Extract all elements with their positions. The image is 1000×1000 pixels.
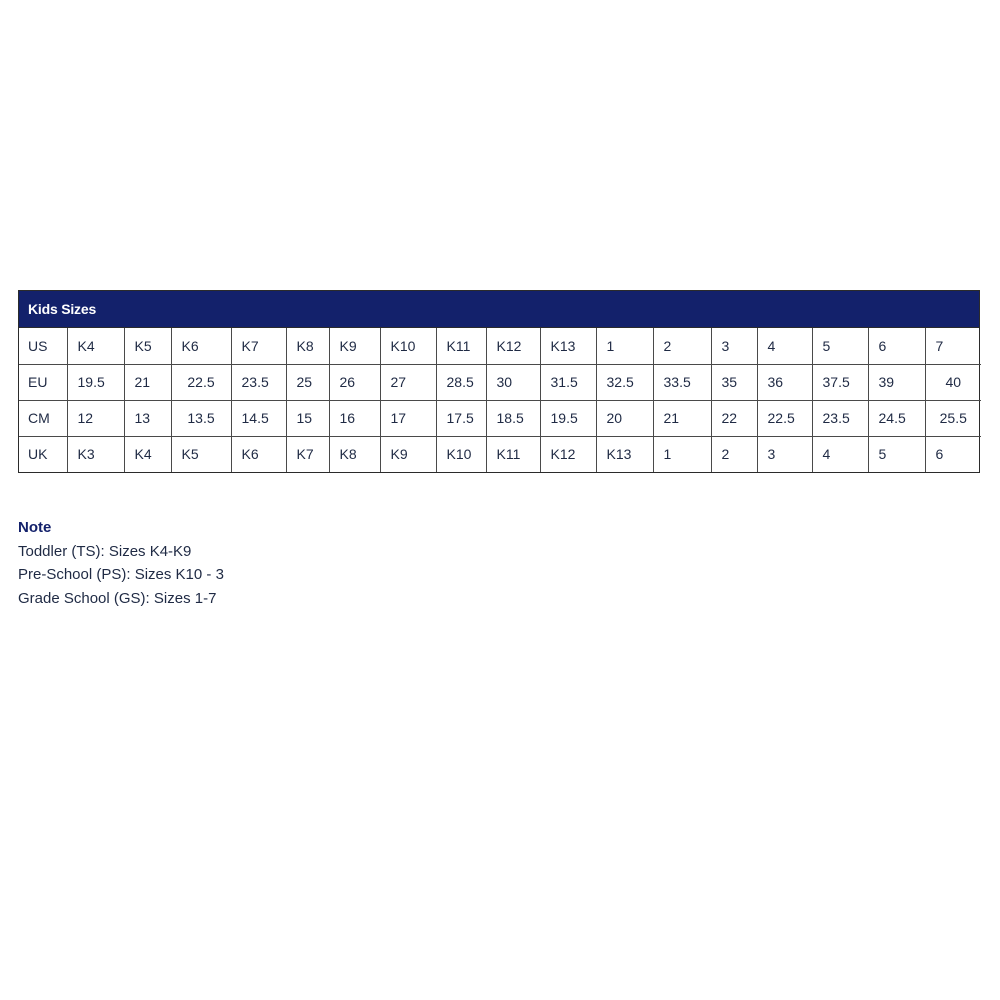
table-cell: K13 — [596, 436, 653, 472]
table-cell: 2 — [711, 436, 757, 472]
table-cell: 6 — [868, 328, 925, 364]
table-cell: K4 — [124, 436, 171, 472]
chart-title: Kids Sizes — [19, 291, 979, 328]
table-cell: 5 — [868, 436, 925, 472]
table-row — [19, 364, 981, 400]
table-cell: K8 — [286, 328, 329, 364]
table-cell: 15 — [286, 400, 329, 436]
table-cell: K5 — [124, 328, 171, 364]
table-cell: 28.5 — [436, 364, 486, 400]
table-cell: K5 — [171, 436, 231, 472]
table-cell: 21 — [653, 400, 711, 436]
row-label: US — [19, 328, 67, 364]
table-cell: 18.5 — [486, 400, 540, 436]
size-table — [19, 328, 981, 472]
table-cell: 36 — [757, 364, 812, 400]
table-cell: 4 — [757, 328, 812, 364]
table-row — [19, 328, 981, 364]
table-cell: 12 — [67, 400, 124, 436]
table-cell: 30 — [486, 364, 540, 400]
note — [18, 516, 224, 610]
table-cell: 3 — [757, 436, 812, 472]
table-cell: 23.5 — [812, 400, 868, 436]
table-cell: 17.5 — [436, 400, 486, 436]
table-cell: K7 — [286, 436, 329, 472]
table-cell: 39 — [868, 364, 925, 400]
table-cell: 4 — [812, 436, 868, 472]
row-label: CM — [19, 400, 67, 436]
table-row — [19, 400, 981, 436]
table-cell: 22.5 — [757, 400, 812, 436]
table-cell: 24.5 — [868, 400, 925, 436]
table-cell: K4 — [67, 328, 124, 364]
table-cell: K6 — [231, 436, 286, 472]
table-cell: K10 — [380, 328, 436, 364]
table-cell: 33.5 — [653, 364, 711, 400]
table-cell: K9 — [380, 436, 436, 472]
table-cell: K10 — [436, 436, 486, 472]
table-cell: K8 — [329, 436, 380, 472]
table-cell: 35 — [711, 364, 757, 400]
table-cell: 27 — [380, 364, 436, 400]
table-cell: 22.5 — [171, 364, 231, 400]
table-cell: K6 — [171, 328, 231, 364]
table-cell: 13 — [124, 400, 171, 436]
table-cell: 16 — [329, 400, 380, 436]
table-cell: 1 — [596, 328, 653, 364]
table-cell: 23.5 — [231, 364, 286, 400]
table-cell: 1 — [653, 436, 711, 472]
table-cell: 19.5 — [67, 364, 124, 400]
size-chart — [18, 290, 980, 473]
table-cell: 37.5 — [812, 364, 868, 400]
table-cell: 6 — [935, 446, 944, 463]
table-cell: K12 — [486, 328, 540, 364]
table-cell: K12 — [540, 436, 596, 472]
table-cell: 2 — [653, 328, 711, 364]
table-cell: 19.5 — [540, 400, 596, 436]
note-line: Pre-School (PS): Sizes K10 - 3 — [18, 566, 224, 583]
table-cell: 17 — [380, 400, 436, 436]
table-cell: 3 — [711, 328, 757, 364]
table-cell: 32.5 — [596, 364, 653, 400]
table-cell: 25.5 — [925, 400, 981, 436]
table-cell: 21 — [124, 364, 171, 400]
table-cell: 31.5 — [540, 364, 596, 400]
table-cell: 14.5 — [231, 400, 286, 436]
table-cell: 22 — [711, 400, 757, 436]
table-cell: 25 — [286, 364, 329, 400]
table-cell: K11 — [436, 328, 486, 364]
table-cell: 26 — [329, 364, 380, 400]
row-label: UK — [19, 436, 67, 472]
table-cell: K7 — [231, 328, 286, 364]
table-cell: 40 — [925, 364, 981, 400]
row-label: EU — [19, 364, 67, 400]
note-line: Grade School (GS): Sizes 1-7 — [18, 589, 217, 607]
table-cell: 13.5 — [171, 400, 231, 436]
table-cell: K13 — [540, 328, 596, 364]
note-line: Toddler (TS): Sizes K4-K9 — [18, 542, 192, 560]
table-cell: K9 — [329, 328, 380, 364]
table-row — [19, 436, 981, 472]
note-title: Note — [18, 519, 52, 536]
table-cell: 7 — [925, 328, 981, 364]
table-cell: 20 — [596, 400, 653, 436]
table-cell: K3 — [67, 436, 124, 472]
table-cell: K11 — [486, 436, 540, 472]
table-cell: 5 — [812, 328, 868, 364]
